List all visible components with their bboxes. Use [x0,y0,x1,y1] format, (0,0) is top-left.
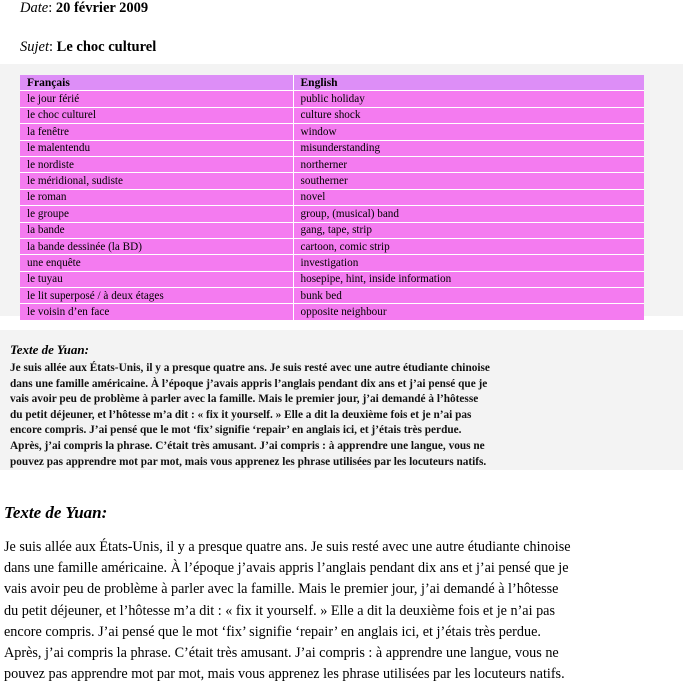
table-row [20,222,644,238]
french-cell: le roman [20,189,293,205]
english-cell: hosepipe, hint, inside information [293,271,644,287]
english-cell: southerner [293,173,644,189]
small-text-heading: Texte de Yuan: [10,342,89,357]
table-row [20,173,644,189]
large-text-line: vais avoir peu de problème à parler avec la famille. Mais le premier jour, j’ai demandé à l’hôtesse [4,581,559,598]
table-row [20,107,644,123]
table-header-row [20,75,644,91]
date-line: Date: 20 février 2009 [20,0,149,16]
large-text-line: du petit déjeuner, et l’hôtesse m’a dit : « fix it yourself. » Elle a dit la deuxième fois et je n’ai pas [4,602,556,619]
english-cell: group, (musical) band [293,206,644,222]
french-cell: le lit superposé / à deux étages [20,288,293,304]
english-cell: cartoon, comic strip [293,238,644,254]
english-cell: investigation [293,255,644,271]
small-text-panel [0,330,683,470]
small-text-line: encore compris. J’ai pensé que le mot ‘fix’ signifie ‘repair’ en anglais ici, et j’étais très perdue. [10,424,462,437]
column-header-english: English [293,75,644,91]
french-cell: le jour férié [20,91,293,107]
table-row [20,91,644,107]
french-cell: le tuyau [20,271,293,287]
date-label: Date [20,0,49,16]
large-text-line: Après, j’ai compris la phrase. C’était très amusant. J’ai compris : à apprendre une langue, vous ne [4,645,559,662]
small-text-line: dans une famille américaine. À l’époque j’avais appris l’anglais pendant dix ans et j’ai pensé que je [10,377,488,390]
small-text-line: pouvez pas apprendre mot par mot, mais vous apprenez les phrase utilisées par les locuteurs natifs. [10,455,487,468]
english-cell: window [293,124,644,140]
french-cell: le choc culturel [20,107,293,123]
large-text-line: encore compris. J’ai pensé que le mot ‘fix’ signifie ‘repair’ en anglais ici, et j’étais très perdue. [4,623,541,640]
english-cell: misunderstanding [293,140,644,156]
small-text-line: du petit déjeuner, et l’hôtesse m’a dit : « fix it yourself. » Elle a dit la deuxième fois et je n’ai pas [10,408,472,421]
english-cell: northerner [293,156,644,172]
table-row [20,271,644,287]
large-text-line: Je suis allée aux États-Unis, il y a presque quatre ans. Je suis resté avec une autre étudiante chinoise [4,539,571,555]
table-row [20,255,644,271]
english-cell: opposite neighbour [293,304,644,320]
table-row [20,124,644,140]
table-row [20,156,644,172]
small-text-line: vais avoir peu de problème à parler avec la famille. Mais le premier jour, j’ai demandé à l’hôtesse [10,393,479,406]
english-cell: culture shock [293,107,644,123]
table-row [20,288,644,304]
large-text-body [4,537,680,685]
large-text-line: pouvez pas apprendre mot par mot, mais vous apprenez les phrase utilisées par les locuteurs natifs. [4,666,565,683]
table-row [20,238,644,254]
subject-value: Le choc culturel [56,39,157,55]
small-text-body [10,361,670,470]
french-cell: le malentendu [20,140,293,156]
english-cell: public holiday [293,91,644,107]
english-cell: bunk bed [293,288,644,304]
small-text-line: Après, j’ai compris la phrase. C’était très amusant. J’ai compris : à apprendre une langue, vous ne [10,439,485,452]
vocabulary-panel [0,64,683,319]
column-header-french: Français [20,75,293,91]
subject-line: Sujet: Le choc culturel [20,39,157,55]
french-cell: une enquête [20,255,293,271]
large-text-heading: Texte de Yuan: [4,503,108,522]
subject-label: Sujet [20,39,49,55]
french-cell: le groupe [20,206,293,222]
large-text-line: dans une famille américaine. À l’époque j’avais appris l’anglais pendant dix ans et j’ai pensé que je [4,560,569,577]
small-text-line: Je suis allée aux États-Unis, il y a presque quatre ans. Je suis resté avec une autre étudiante chinoise [10,362,490,374]
table-row [20,189,644,205]
french-cell: le nordiste [20,156,293,172]
date-value: 20 février 2009 [55,0,149,16]
french-cell: le voisin d’en face [20,304,293,320]
table-row [20,304,644,320]
french-cell: la bande [20,222,293,238]
vocabulary-table-body [20,91,644,320]
vocabulary-table [20,75,644,321]
table-row [20,206,644,222]
french-cell: le méridional, sudiste [20,173,293,189]
french-cell: la fenêtre [20,124,293,140]
english-cell: gang, tape, strip [293,222,644,238]
french-cell: la bande dessinée (la BD) [20,238,293,254]
table-row [20,140,644,156]
english-cell: novel [293,189,644,205]
